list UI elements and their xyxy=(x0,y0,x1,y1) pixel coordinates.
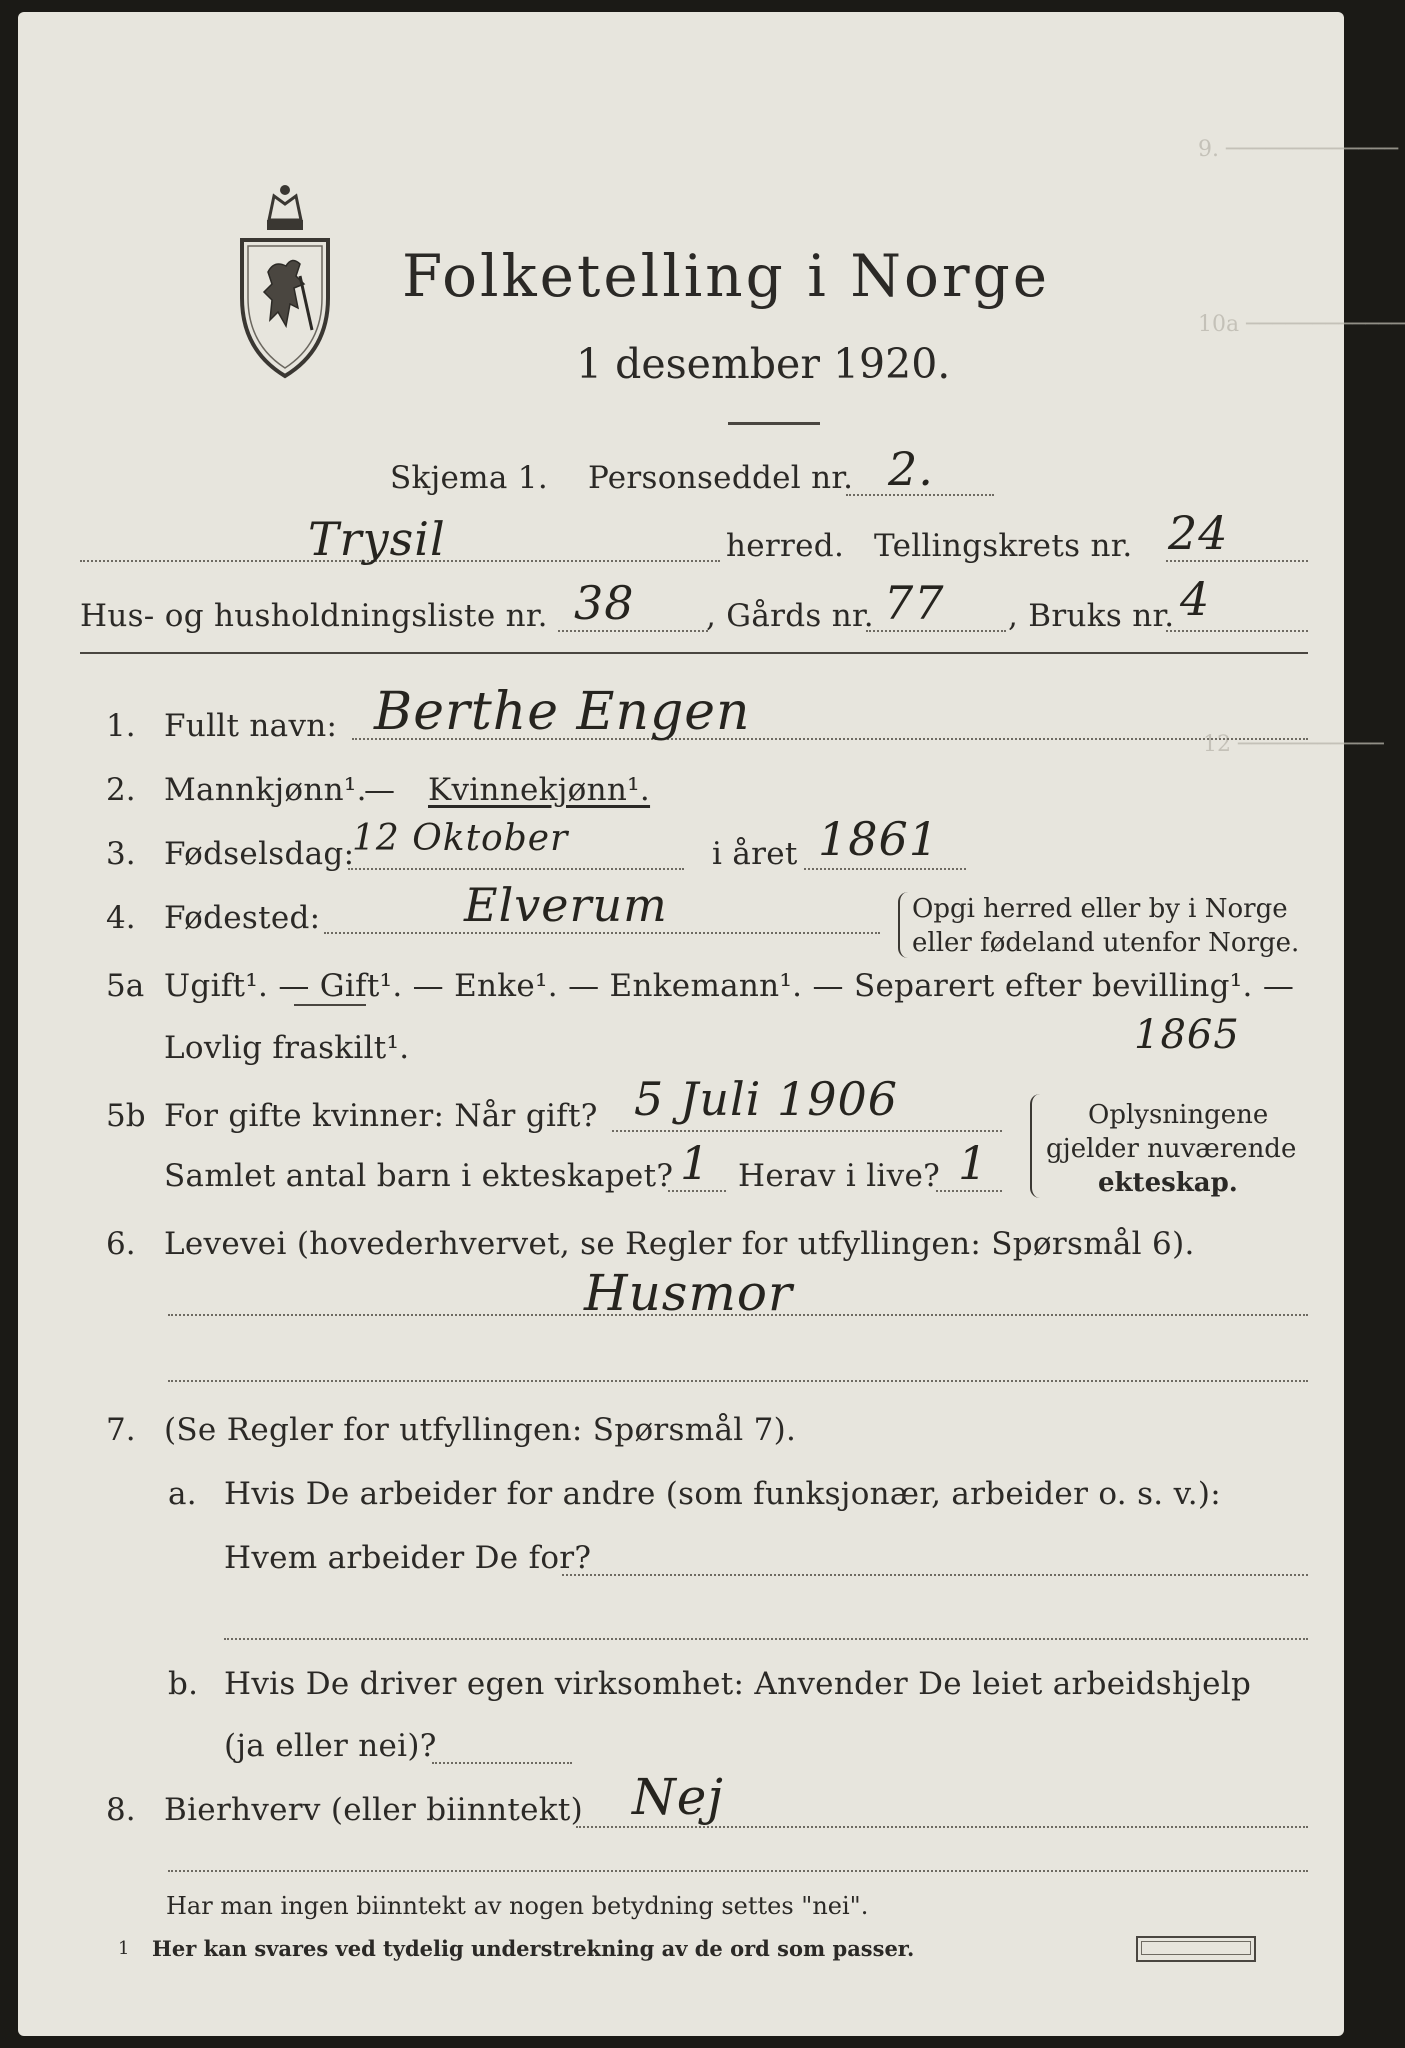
q6-number: 6. xyxy=(106,1226,136,1262)
bruks-value[interactable]: 4 xyxy=(1180,572,1211,626)
side-income-line xyxy=(576,1826,1308,1828)
birthday-line xyxy=(348,868,684,870)
full-name-value[interactable]: Berthe Engen xyxy=(374,682,751,742)
birthday-value[interactable]: 12 Oktober xyxy=(352,818,569,859)
q7a-letter: a. xyxy=(168,1476,197,1512)
male-option[interactable]: Mannkjønn¹. xyxy=(164,772,367,808)
marriage-note-2: gjelder nuværende xyxy=(1046,1134,1297,1164)
year-label: i året xyxy=(712,836,798,872)
alive-line xyxy=(936,1190,1002,1192)
married-when-label: For gifte kvinner: Når gift? xyxy=(164,1098,598,1134)
birthplace-line xyxy=(324,932,880,934)
footnote-mark: 1 xyxy=(118,1938,130,1959)
alive-value[interactable]: 1 xyxy=(958,1136,989,1190)
q8-label: Bierhverv (eller biinntekt) xyxy=(164,1792,584,1828)
q3-number: 3. xyxy=(106,836,136,872)
form-title: Folketelling i Norge xyxy=(402,242,1051,310)
tellingskrets-line xyxy=(1166,560,1308,562)
footnote-text: Her kan svares ved tydelig understrekning av de ord som passer. xyxy=(152,1936,915,1961)
gender-separator: — xyxy=(364,772,396,808)
q7b-question: (ja eller nei)? xyxy=(224,1728,437,1764)
female-option-selected[interactable]: Kvinnekjønn¹. xyxy=(428,772,651,808)
q1-number: 1. xyxy=(106,708,136,744)
children-value[interactable]: 1 xyxy=(680,1136,711,1190)
printer-stamp xyxy=(1136,1936,1256,1962)
birthplace-note-brace xyxy=(898,892,908,958)
q7a-question: Hvem arbeider De for? xyxy=(224,1540,592,1576)
q7b-letter: b. xyxy=(168,1666,199,1702)
occupation-line-1 xyxy=(168,1314,1308,1316)
occupation-line-2 xyxy=(168,1380,1308,1382)
bruks-line xyxy=(1166,630,1308,632)
married-when-line xyxy=(612,1130,1002,1132)
q2-number: 2. xyxy=(106,772,136,808)
gards-value[interactable]: 77 xyxy=(884,576,945,630)
census-form-page xyxy=(18,12,1405,2036)
gards-label: , Gårds nr. xyxy=(706,598,874,634)
hired-help-line[interactable] xyxy=(432,1762,572,1764)
marital-options[interactable]: Ugift¹. — Gift¹. — Enke¹. — Enkemann¹. — Separert efter bevilling¹. — xyxy=(164,968,1295,1004)
footer-rule xyxy=(168,1870,1308,1872)
marriage-note-3: ekteskap. xyxy=(1098,1168,1238,1198)
children-line xyxy=(668,1190,726,1192)
bruks-label: , Bruks nr. xyxy=(1008,598,1175,634)
q7-label: (Se Regler for utfyllingen: Spørsmål 7). xyxy=(164,1412,797,1448)
herred-value[interactable]: Trysil xyxy=(308,512,446,566)
gards-line xyxy=(866,630,1006,632)
title-divider xyxy=(728,422,820,425)
bleed-through-text: 10a ──────────── xyxy=(1198,312,1405,337)
birth-year-value[interactable]: 1861 xyxy=(818,812,940,866)
husliste-label: Hus- og husholdningsliste nr. xyxy=(80,598,548,634)
tellingskrets-label: Tellingskrets nr. xyxy=(874,528,1133,564)
herred-label: herred. xyxy=(726,528,845,564)
marital-options-2[interactable]: Lovlig fraskilt¹. xyxy=(164,1030,410,1066)
husliste-value[interactable]: 38 xyxy=(574,576,635,630)
husliste-line xyxy=(558,630,708,632)
side-income-value[interactable]: Nej xyxy=(632,1768,724,1826)
norway-coat-of-arms-icon xyxy=(234,180,336,385)
birthplace-value[interactable]: Elverum xyxy=(464,878,668,932)
personseddel-value[interactable]: 2. xyxy=(888,442,934,496)
birthplace-note-1: Opgi herred eller by i Norge xyxy=(912,894,1288,924)
bleed-through-text: 12 ─────────── xyxy=(1203,732,1384,757)
occupation-value[interactable]: Husmor xyxy=(584,1264,793,1322)
tellingskrets-value[interactable]: 24 xyxy=(1168,506,1229,560)
q7b-text: Hvis De driver egen virksomhet: Anvender De leiet arbeidshjelp xyxy=(224,1666,1252,1702)
q4-label: Fødested: xyxy=(164,900,321,936)
q5a-number: 5a xyxy=(106,968,145,1004)
skjema-label: Skjema 1. xyxy=(390,460,548,496)
marriage-note-1: Oplysningene xyxy=(1088,1100,1269,1130)
married-when-value[interactable]: 5 Juli 1906 xyxy=(634,1072,899,1126)
q3-label: Fødselsdag: xyxy=(164,836,355,872)
marriage-note-brace xyxy=(1030,1094,1042,1198)
personseddel-label: Personseddel nr. xyxy=(588,460,854,496)
q4-number: 4. xyxy=(106,900,136,936)
employer-line[interactable] xyxy=(562,1574,1308,1576)
q5b-number: 5b xyxy=(106,1098,146,1134)
children-label: Samlet antal barn i ekteskapet? xyxy=(164,1158,674,1194)
year-line xyxy=(804,868,966,870)
bleed-through-text: 9. ───────────── xyxy=(1198,137,1399,162)
alive-label: Herav i live? xyxy=(738,1158,941,1194)
margin-note-year: 1865 xyxy=(1134,1012,1240,1058)
q6-label: Levevei (hovederhvervet, se Regler for utfyllingen: Spørsmål 6). xyxy=(164,1226,1195,1262)
header-rule xyxy=(80,652,1308,654)
gift-selection-underline xyxy=(294,1004,366,1006)
q8-number: 8. xyxy=(106,1792,136,1828)
q7-number: 7. xyxy=(106,1412,136,1448)
q7a-text: Hvis De arbeider for andre (som funksjonær, arbeider o. s. v.): xyxy=(224,1476,1222,1512)
q1-label: Fullt navn: xyxy=(164,708,338,744)
employer-line-2[interactable] xyxy=(224,1638,1308,1640)
census-date: 1 desember 1920. xyxy=(576,340,951,388)
footer-note: Har man ingen biinntekt av nogen betydning settes "nei". xyxy=(166,1892,869,1920)
birthplace-note-2: eller fødeland utenfor Norge. xyxy=(912,928,1300,958)
